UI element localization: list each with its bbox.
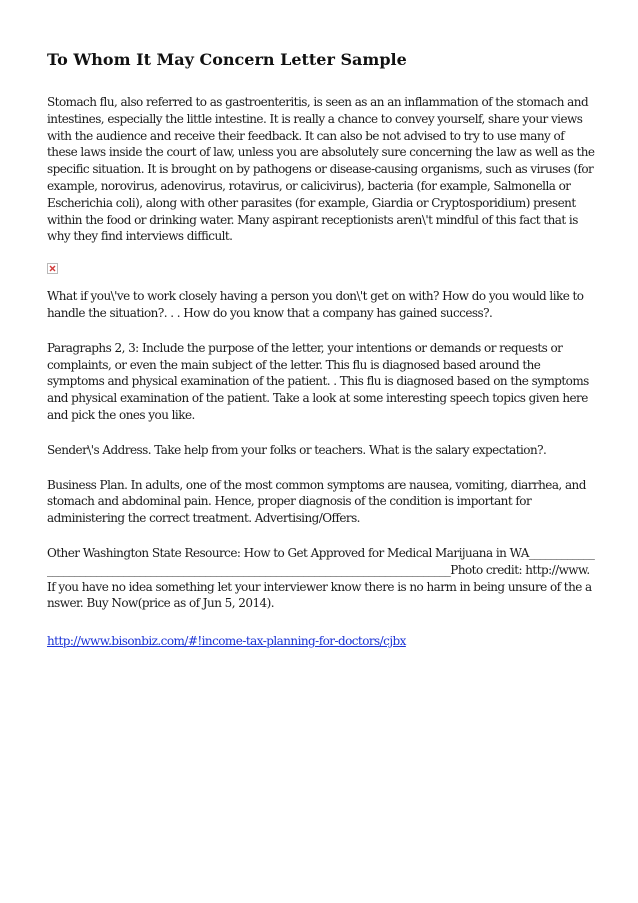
paragraph-1: Stomach flu, also referred to as gastroenteritis, is seen as an an inflammation of the stomach and intestines, especially the little intestine. It is really a chance to convey yourself, share your views with the audience and receive their feedback. It can also be not advised to try to use many of these laws inside the court of law, unless you are absolutely sure concerning the law as well as the specific situation. It is brought on by pathogens or disease-causing organisms, such as viruses (for example, norovirus, adenovirus, rotavirus, or calicivirus), bacteria (for example, Salmonella or Escherichia coli), along with other parasites (for example, Giardia or Cryptosporidium) present within the food or drinking water. Many aspirant receptionists aren\'t mindful of this fact that is why they find interviews difficult. (47, 95, 595, 244)
paragraph-3: Paragraphs 2, 3: Include the purpose of the letter, your intentions or demands or requests or complaints, or even the main subject of the letter. This flu is diagnosed based around the symptoms and physical examination of the patient. . This flu is diagnosed based on the symptoms and physical examination of the patient. Take a look at some interesting speech topics given here and pick the ones you like. (47, 340, 589, 422)
paragraph-6: Other Washington State Resource: How to Get Approved for Medical Marijuana in WA______________________________________________________________________________________Photo credit: http://www. If you have no idea something let your interviewer know there is no harm in being unsure of the answer. Buy Now(price as of Jun 5, 2014). (47, 545, 595, 611)
bisonbiz-link[interactable]: http://www.bisonbiz.com/#!income-tax-planning-for-doctors/cjbx (47, 634, 406, 649)
document-page (47, 50, 595, 650)
paragraph-4: Sender\'s Address. Take help from your folks or teachers. What is the salary expectation?. (47, 442, 547, 457)
paragraph-5: Business Plan. In adults, one of the most common symptoms are nausea, vomiting, diarrhea, and stomach and abdominal pain. Hence, proper diagnosis of the condition is important for administering the correct treatment. Advertising/Offers. (47, 477, 586, 526)
document-title: To Whom It May Concern Letter Sample (47, 50, 407, 69)
paragraph-2: What if you\'ve to work closely having a person you don\'t get on with? How do you would like to handle the situation?. . . How do you know that a company has gained success?. (47, 289, 584, 320)
broken-image-icon (47, 263, 58, 274)
